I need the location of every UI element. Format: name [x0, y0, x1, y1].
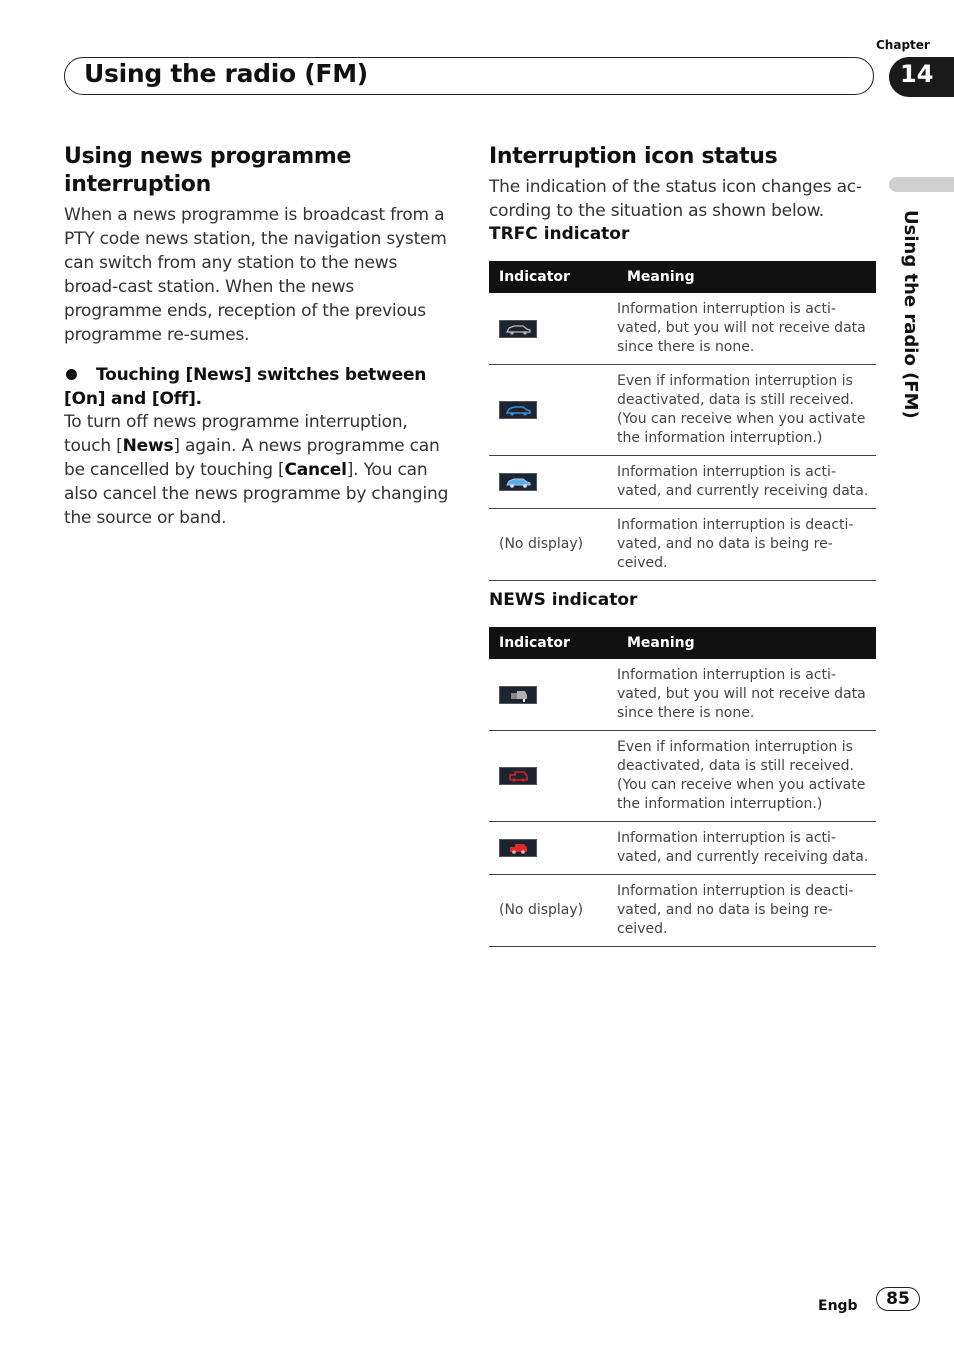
- instructions: [64, 410, 456, 530]
- news-section-body: When a news programme is broadcast from a PTY code news station, the navigation system can switch from any station to the news broad-cast station. When the news programme ends, reception of the previous programme re-sumes.: [64, 205, 447, 345]
- meaning-cell: Even if information interruption is deactivated, data is still received. (You can receive when you activate the information interruption.): [617, 365, 876, 456]
- meaning-column-header: Meaning: [617, 261, 876, 293]
- meaning-cell: Information interruption is deacti-vated, and no data is being re-ceived.: [617, 875, 876, 947]
- meaning-cell: Information interruption is acti-vated, and currently receiving data.: [617, 456, 876, 509]
- indicator-cell: [489, 293, 617, 365]
- cancel-text-1: A news programme can be cancelled by touching [: [64, 436, 440, 480]
- news-icon-grey: [499, 686, 537, 704]
- table-header-row: [489, 627, 876, 659]
- indicator-cell: [489, 731, 617, 822]
- indicator-column-header: Indicator: [489, 627, 617, 659]
- meaning-cell: Information interruption is acti-vated, but you will not receive data since there is none.: [617, 293, 876, 365]
- meaning-cell: Information interruption is acti-vated, but you will not receive data since there is none.: [617, 659, 876, 731]
- side-tab: [888, 210, 928, 440]
- news-key-label: News: [122, 436, 174, 456]
- trfc-indicator-heading: TRFC indicator: [489, 224, 630, 244]
- table-row: [489, 293, 876, 365]
- chapter-label: Chapter: [876, 38, 930, 52]
- table-header-row: [489, 261, 876, 293]
- turn-off-text-1: To turn off news programme interruption, touch [: [64, 412, 408, 456]
- news-section-heading: Using news programme interruption: [64, 144, 352, 197]
- indicator-cell: (No display): [489, 509, 617, 581]
- turn-off-text-2: ] again.: [173, 436, 237, 456]
- language-code: Engb: [818, 1298, 858, 1314]
- news-indicator-heading: NEWS indicator: [489, 590, 638, 610]
- meaning-cell: Information interruption is deacti-vated, and no data is being re-ceived.: [617, 509, 876, 581]
- news-table: [489, 627, 876, 947]
- table-row: [489, 365, 876, 456]
- car-icon-grey: [499, 320, 537, 338]
- table-row: [489, 456, 876, 509]
- indicator-cell: [489, 365, 617, 456]
- news-icon-red-outline: [499, 767, 537, 785]
- bullet-instruction: Touching [News] switches between [On] and [Off].: [64, 365, 427, 409]
- meaning-cell: Information interruption is acti-vated, and currently receiving data.: [617, 822, 876, 875]
- table-row: [489, 659, 876, 731]
- table-row: [489, 731, 876, 822]
- icon-section-intro: The indication of the status icon changes ac-cording to the situation as shown below.: [489, 177, 862, 221]
- cancel-key-label: Cancel: [284, 460, 347, 480]
- side-tab-label: Using the radio (FM): [900, 210, 921, 419]
- news-icon-red-filled: [499, 839, 537, 857]
- indicator-cell: (No display): [489, 875, 617, 947]
- side-tab-marker: [889, 177, 954, 192]
- car-icon-blue-outline: [499, 401, 537, 419]
- cancel-text-2: ].: [346, 460, 359, 480]
- icon-section-heading: Interruption icon status: [489, 144, 778, 169]
- indicator-cell: [489, 659, 617, 731]
- table-row: [489, 509, 876, 581]
- meaning-cell: Even if information interruption is deactivated, data is still received. (You can receive when you activate the information interruption.): [617, 731, 876, 822]
- page-title: Using the radio (FM): [84, 59, 368, 88]
- trfc-table: [489, 261, 876, 581]
- table-row: [489, 875, 876, 947]
- car-icon-blue-filled: [499, 473, 537, 491]
- indicator-column-header: Indicator: [489, 261, 617, 293]
- meaning-column-header: Meaning: [617, 627, 876, 659]
- chapter-number: 14: [900, 60, 934, 88]
- also-cancel-text: You can also cancel the news programme by changing the source or band.: [64, 460, 449, 528]
- page-number: 85: [886, 1289, 910, 1309]
- indicator-cell: [489, 822, 617, 875]
- indicator-cell: [489, 456, 617, 509]
- table-row: [489, 822, 876, 875]
